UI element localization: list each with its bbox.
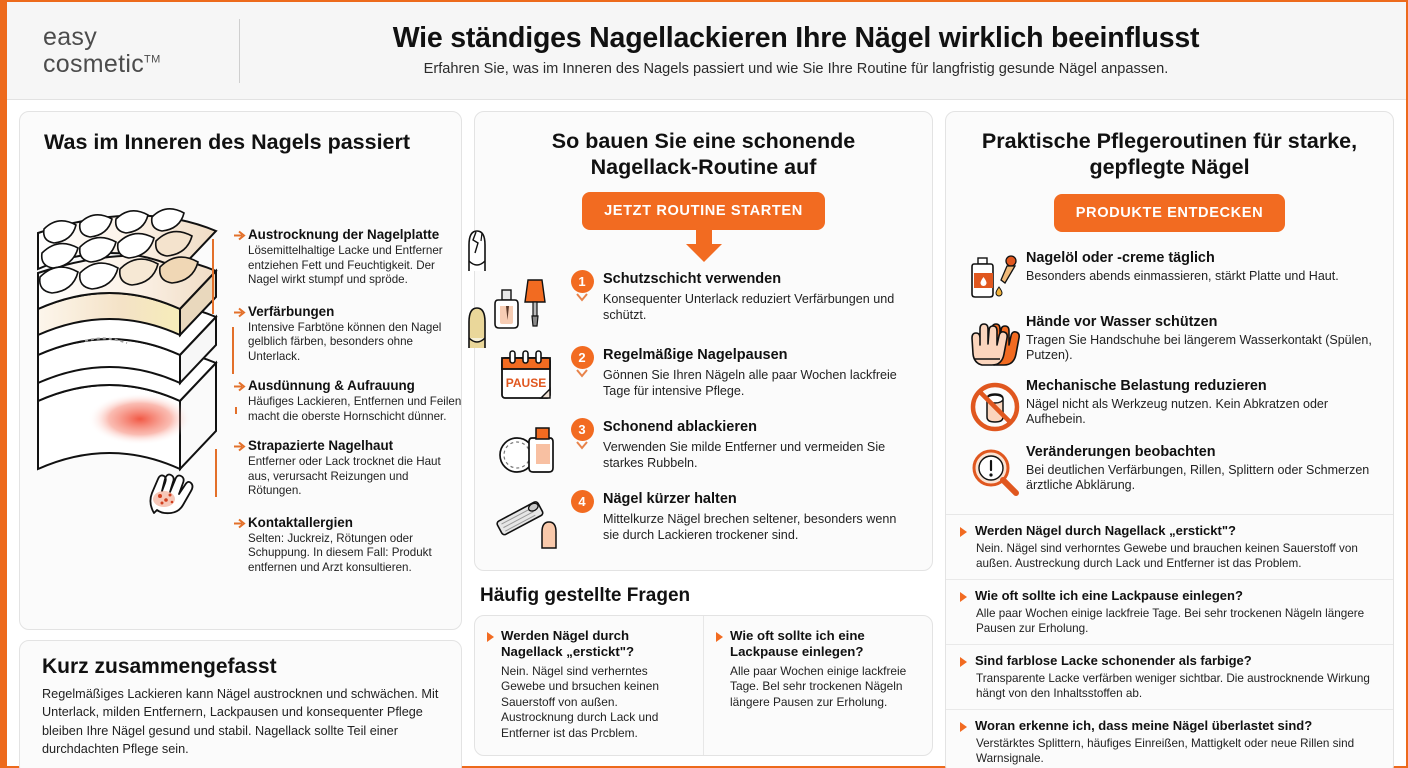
trademark-mark: TM (144, 53, 161, 66)
faq-heading: Häufig gestellte Fragen (480, 584, 691, 606)
calendar-pause-icon (491, 346, 565, 406)
step-title: Regelmäßige Nagelpausen (603, 347, 788, 364)
step-number-col (565, 346, 599, 378)
step-body: Konsequenter Unterlack reduziert Verfärbungen und schützt. (603, 291, 895, 322)
faq-answer: Nein. Nägel sind verherntes Gewebe und brsuchen keinen Sauerstoff von außen. Austrocknung durch Lack und Entferner ist das Prcblem. (501, 663, 660, 740)
step-text (599, 490, 914, 543)
arrow-right-icon (234, 518, 246, 529)
faq-question-row (960, 653, 1379, 669)
care-tip (964, 314, 1377, 367)
faq-item[interactable] (475, 616, 703, 755)
callout-item (248, 515, 462, 576)
routine-step (491, 418, 914, 478)
page-title: Wie ständiges Nagellackieren Ihre Nägel wirklich beeinflusst (392, 22, 1200, 55)
faq-item[interactable] (703, 616, 932, 755)
faq-question: Sind farblose Lacke schonender als farbige? (975, 653, 1252, 669)
faq-question-row (487, 628, 689, 661)
step-number-col (565, 490, 599, 513)
step-title: Schonend ablackieren (603, 419, 757, 436)
care-tip-title: Mechanische Belastung reduzieren (1026, 378, 1267, 395)
page-header (7, 2, 1406, 100)
faq-answer: Alle paar Wochen einige lackfreie Tage. Bei sehr trockenen Nägeln längere Pausen zur Erholung. (976, 607, 1365, 636)
callout-title: Verfärbungen (248, 303, 335, 319)
step-title: Nägel kürzer halten (603, 491, 737, 508)
step-body: Mittelkurze Nägel brechen seltener, besonders wenn sie durch Lackieren trockener sind. (603, 511, 897, 542)
callout-body: Lösemittelhaltige Lacke und Entferner entziehen Fett und Feuchtigkeit. Der Nagel wirkt stumpf und spröde. (248, 244, 443, 287)
summary-card (19, 640, 462, 768)
callout-body: Selten: Juckreiz, Rötungen oder Schuppung. In diesem Fall: Produkt entfernen und Arzt konsultieren. (248, 531, 432, 574)
faq-question: Werden Nägel durch Nagellack „erstickt"? (501, 627, 635, 660)
care-tip-body: Bei deutlichen Verfärbungen, Rillen, Splittern oder Schmerzen ärztliche Abklärung. (1026, 462, 1370, 493)
callout-item (248, 378, 462, 424)
middle-faq-section (474, 581, 933, 756)
triangle-right-icon (960, 527, 967, 537)
allergy-hand-icon (138, 459, 210, 519)
start-routine-button[interactable]: JETZT ROUTINE STARTEN (582, 192, 825, 230)
care-tip-text (1026, 444, 1377, 494)
callout-body: Intensive Farbtöne können den Nagel gelblich färben, besonders ohne Unterlack. (248, 320, 442, 363)
left-column (19, 111, 462, 756)
faq-answer: Nein. Nägel sind verhorntes Gewebe und brauchen keinen Sauerstoff von außen. Austreckung durch Lack und Entferner ist das Problem. (976, 542, 1358, 571)
faq-question-row (960, 523, 1379, 539)
left-panel-title: Was im Inneren des Nagels passiert (44, 130, 411, 154)
callout-title: Austrocknung der Nagelplatte (248, 227, 440, 242)
right-faq-list (946, 514, 1393, 768)
discover-products-button[interactable]: PRODUKTE ENTDECKEN (1054, 194, 1286, 232)
routine-step (491, 270, 914, 334)
care-tip-body: Tragen Sie Handschuhe bei längerem Wasserkontakt (Spülen, Putzen). (1026, 332, 1372, 363)
step-number: 1 (571, 270, 594, 293)
chevron-down-icon (576, 293, 588, 302)
routine-step (491, 490, 914, 550)
callout-body: Häufiges Lackieren, Entfernen und Feilen macht die oberste Hornschicht dünner. (248, 395, 462, 423)
magnifier-alert-icon (964, 444, 1026, 499)
triangle-right-icon (960, 592, 967, 602)
faq-item[interactable] (946, 710, 1393, 768)
care-tip-title: Veränderungen beobachten (1026, 444, 1216, 461)
step-text (599, 346, 914, 399)
faq-question-row (960, 718, 1379, 734)
faq-grid (474, 615, 933, 756)
care-tip-text (1026, 314, 1377, 364)
header-divider (239, 19, 240, 83)
step-body: Gönnen Sie Ihren Nägeln alle paar Wochen lackfreie Tage für intensive Pflege. (603, 367, 897, 398)
faq-question: Woran erkenne ich, dass meine Nägel überlastet sind? (975, 718, 1313, 734)
faq-question: Werden Nägel durch Nagellack „erstickt"? (975, 523, 1236, 539)
middle-column (474, 111, 933, 756)
triangle-right-icon (716, 632, 723, 642)
faq-answer: Transparente Lacke verfärben weniger sichtbar. Die austrocknende Wirkung hängt von den Inhaltsstoffen ab. (976, 672, 1370, 701)
svg-text:PAUSE: PAUSE (505, 376, 547, 391)
callout-body: Entferner oder Lack trocknet die Haut aus, verursacht Reizungen und Rötungen. (248, 455, 441, 498)
faq-item[interactable] (946, 580, 1393, 645)
routine-card (474, 111, 933, 571)
callout-leader-lines (20, 159, 250, 629)
gloves-icon (964, 314, 1026, 367)
callout-title: Kontaktallergien (248, 514, 353, 530)
routine-cta-wrap (475, 192, 932, 264)
triangle-right-icon (960, 722, 967, 732)
summary-body: Regelmäßiges Lackieren kann Nägel austrocknen und schwächen. Mit Unterlack, milden Entfernern, Lackpausen und konsequenter Pflege bleiben Ihre Nägel gesund und stabil. Nagellack sollte Teil einer durchdachten Pflege sein. (42, 687, 439, 757)
step-title: Schutzschicht verwenden (603, 271, 782, 288)
arrow-right-icon (234, 381, 246, 392)
callout-item (248, 227, 462, 288)
middle-panel-title: So bauen Sie eine schonende Nagellack-Routine auf (551, 129, 856, 180)
triangle-right-icon (487, 632, 494, 642)
faq-item[interactable] (946, 515, 1393, 580)
faq-answer: Alle paar Wochen einige lackfreie Tage. Bel sehr trockenen Nägeln längere Pausen zur Erholung. (730, 663, 907, 709)
step-text (599, 270, 914, 323)
right-column (945, 111, 1394, 766)
arrow-right-icon (234, 441, 246, 452)
care-tip-title: Hände vor Wasser schützen (1026, 314, 1218, 331)
yellow-nail-icon (460, 300, 494, 352)
nail-polish-bottle-icon (491, 270, 565, 334)
care-routines-card (945, 111, 1394, 768)
routine-steps (475, 264, 932, 560)
faq-answer: Verstärktes Splittern, häufiges Einreißen, Mattigkelt oder neue Rillen sind Warnsignale. (976, 737, 1355, 766)
step-body: Verwenden Sie milde Entferner und vermeiden Sie starkes Rubbeln. (603, 439, 886, 470)
down-arrow-icon (678, 230, 730, 264)
chevron-down-icon (576, 441, 588, 450)
brand-line-2: cosmetic™ (43, 49, 161, 78)
care-tip-text (1026, 250, 1377, 284)
faq-question: Wie oft sollte ich eine Lackpause einlegen? (730, 627, 865, 660)
brand-line-1: easy (43, 22, 98, 51)
callout-title: Strapazierte Nagelhaut (248, 438, 394, 454)
header-text-block (250, 22, 1380, 78)
chevron-down-icon (576, 369, 588, 378)
faq-question-row (716, 628, 918, 661)
products-cta-wrap (946, 194, 1393, 232)
callout-title: Ausdünnung & Aufrauung (248, 378, 415, 394)
faq-item[interactable] (946, 645, 1393, 710)
care-tip (964, 444, 1377, 499)
nail-clipper-icon (491, 490, 565, 550)
routine-step (491, 346, 914, 406)
callout-item (248, 304, 462, 365)
dropper-bottle-icon (964, 250, 1026, 303)
care-tip (964, 378, 1377, 433)
arrow-right-icon (234, 307, 246, 318)
nail-callout-list (248, 227, 462, 587)
care-tip-title: Nagelöl oder -creme täglich (1026, 250, 1215, 267)
care-tip-body: Besonders abends einmassieren, stärkt Platte und Haut. (1026, 268, 1339, 283)
callout-item (248, 438, 462, 499)
care-tip-text (1026, 378, 1377, 428)
care-tip-body: Nägel nicht als Werkzeug nutzen. Kein Abkratzen oder Aufhebein. (1026, 396, 1329, 427)
step-number-col (565, 418, 599, 450)
care-tips-list (946, 242, 1393, 514)
step-number: 4 (571, 490, 594, 513)
right-panel-title: Praktische Pflegeroutinen für starke, gepflegte Nägel (981, 129, 1358, 180)
nail-anatomy-illustration-wrap (20, 159, 461, 629)
content-columns (7, 100, 1406, 768)
page-subtitle: Erfahren Sie, was im Inneren des Nagels passiert und wie Sie Ihre Routine für langfristig gesunde Nägel anpassen. (423, 61, 1169, 78)
faq-question-row (960, 588, 1379, 604)
step-number: 3 (571, 418, 594, 441)
summary-title: Kurz zusammengefasst (42, 655, 277, 678)
step-text (599, 418, 914, 471)
nail-anatomy-card (19, 111, 462, 630)
step-number-col (565, 270, 599, 302)
no-tool-use-icon (964, 378, 1026, 433)
care-tip (964, 250, 1377, 303)
faq-question: Wie oft sollte ich eine Lackpause einlegen? (975, 588, 1243, 604)
arrow-right-icon (234, 230, 246, 241)
brand-logo (29, 24, 239, 78)
remover-cotton-pad-icon (491, 418, 565, 478)
triangle-right-icon (960, 657, 967, 667)
step-number: 2 (571, 346, 594, 369)
